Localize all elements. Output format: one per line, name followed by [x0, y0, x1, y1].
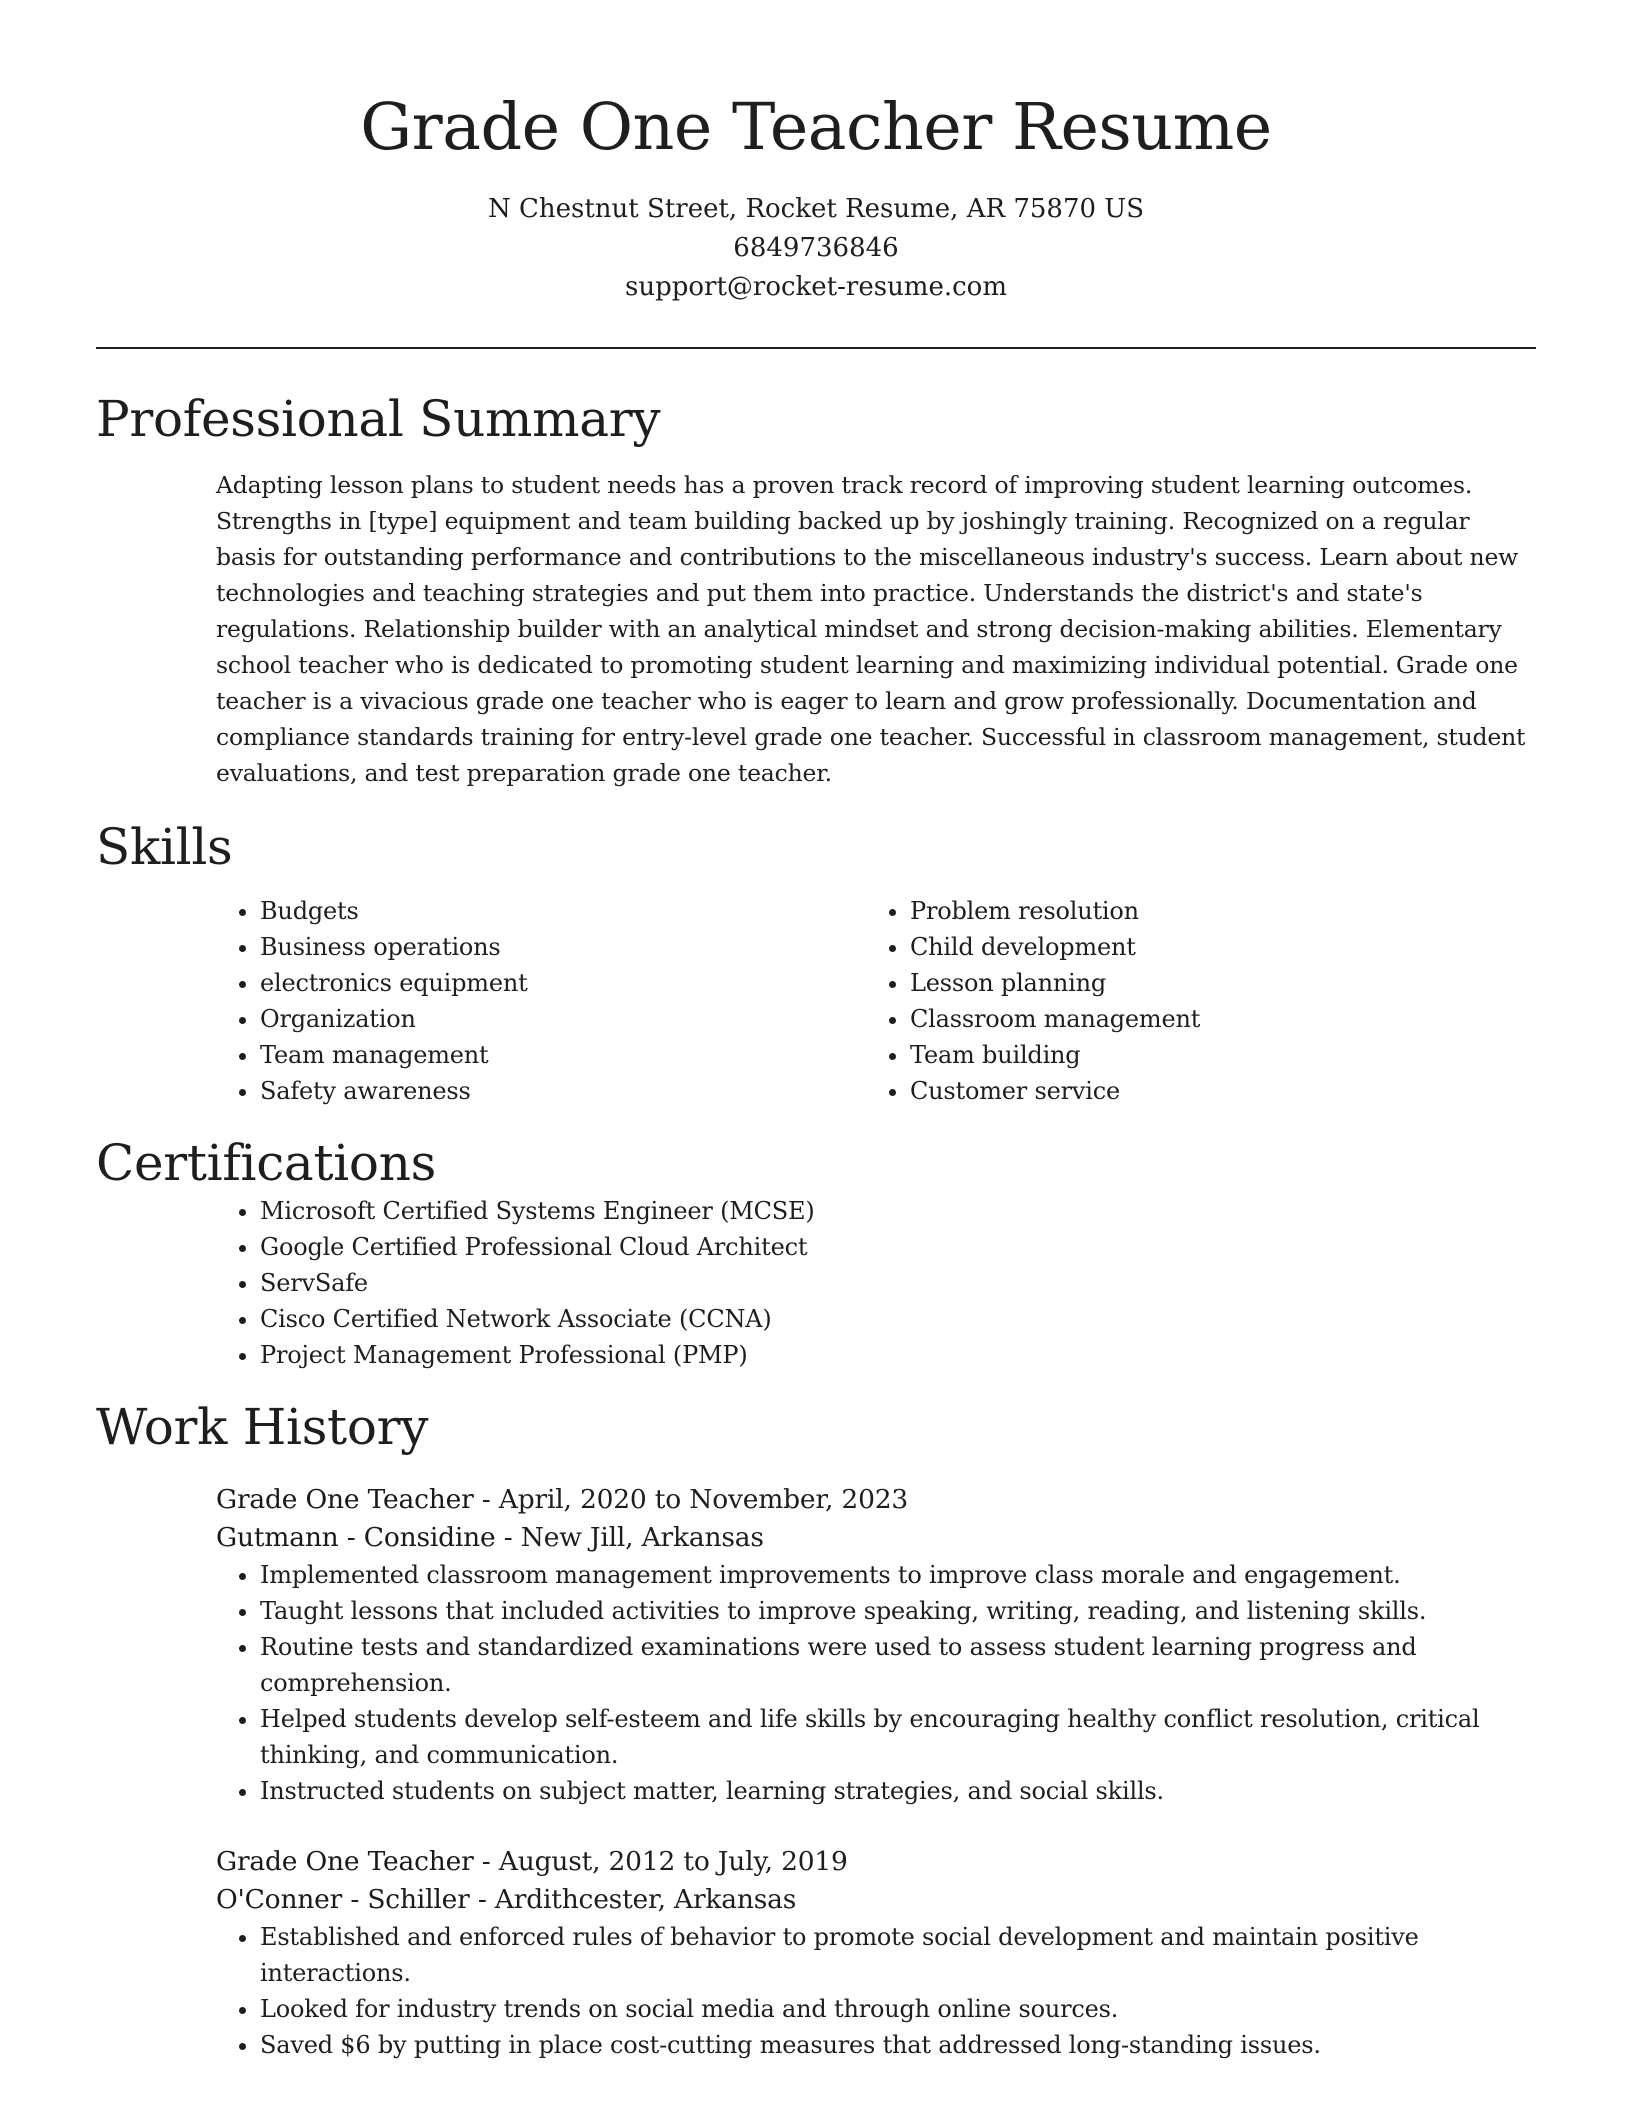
job-bullet: • Saved $6 by putting in place cost-cutting measures that addressed long-standing issues.: [260, 2027, 1536, 2063]
job-title-line: [216, 1843, 1536, 1881]
skills-list-right: [746, 893, 1536, 1109]
skill-item: • electronics equipment: [260, 965, 746, 1001]
skill-item: • Organization: [260, 1001, 746, 1037]
skill-item: • Child development: [910, 929, 1536, 965]
job-location: Ardithcester, Arkansas: [494, 1884, 797, 1915]
certification-item: • Cisco Certified Network Associate (CCNA): [260, 1301, 1536, 1337]
certification-item: • Microsoft Certified Systems Engineer (MCSE): [260, 1193, 1536, 1229]
skill-item: • Lesson planning: [910, 965, 1536, 1001]
company-name: Considine: [363, 1522, 496, 1553]
job-bullet: • Established and enforced rules of behavior to promote social development and maintain positive interactions.: [260, 1919, 1536, 1991]
skill-item: • Budgets: [260, 893, 746, 929]
certifications-heading: Certifications: [96, 1134, 436, 1192]
certification-item: • ServSafe: [260, 1265, 1536, 1301]
job-bullet: • Helped students develop self-esteem and life skills by encouraging healthy conflict resolution, critical thinking, and communication.: [260, 1701, 1536, 1773]
job-header: [216, 1481, 1536, 1557]
skill-item: • Safety awareness: [260, 1073, 746, 1109]
separator: -: [469, 1884, 495, 1915]
skill-item: • Business operations: [260, 929, 746, 965]
job-entry: [96, 1843, 1536, 2063]
separator: -: [473, 1484, 499, 1515]
skills-heading: Skills: [96, 818, 233, 876]
contact-address: N Chestnut Street, Rocket Resume, AR 75870 US: [487, 194, 1145, 224]
contact-block: [96, 190, 1536, 307]
summary-text: Adapting lesson plans to student needs has a proven track record of improving student learning outcomes. Strengths in [type] equipment and team building backed up by joshingly training. Recognized on a regular basis for outstanding performance and contributions to the miscellaneous industry's success. Learn about new technologies and teaching strategies and put them into practice. Understands the district's and state's regulations. Relationship builder with an analytical mindset and strong decision-making abilities. Elementary school teacher who is dedicated to promoting student learning and maximizing individual potential. Grade one teacher is a vivacious grade one teacher who is eager to learn and grow professionally. Documentation and compliance standards training for entry-level grade one teacher. Successful in classroom management, student evaluations, and test preparation grade one teacher.: [216, 471, 1526, 787]
resume-title: Grade One Teacher Resume: [360, 90, 1272, 165]
job-bullet: • Instructed students on subject matter, learning strategies, and social skills.: [260, 1773, 1536, 1809]
header-divider: [96, 347, 1536, 349]
certification-item: • Google Certified Professional Cloud Architect: [260, 1229, 1536, 1265]
job-bullet: • Implemented classroom management improvements to improve class morale and engagement.: [260, 1557, 1536, 1593]
job-header: [216, 1843, 1536, 1919]
job-company-line: [216, 1881, 1536, 1919]
job-dates: April, 2020 to November, 2023: [498, 1484, 909, 1515]
job-title: Grade One Teacher: [216, 1484, 474, 1515]
skill-item: • Classroom management: [910, 1001, 1536, 1037]
contact-phone: 6849736846: [733, 233, 899, 263]
job-bullet: • Looked for industry trends on social media and through online sources.: [260, 1991, 1536, 2027]
skills-columns: [96, 893, 1536, 1109]
job-company-line: [216, 1519, 1536, 1557]
job-title: Grade One Teacher: [216, 1846, 474, 1877]
resume-page: [96, 0, 1536, 2063]
company-name: Schiller: [367, 1884, 470, 1915]
job-bullet: • Routine tests and standardized examinations were used to assess student learning progress and comprehension.: [260, 1629, 1536, 1701]
separator: -: [338, 1522, 364, 1553]
separator: -: [342, 1884, 368, 1915]
certification-item: • Project Management Professional (PMP): [260, 1337, 1536, 1373]
separator: -: [495, 1522, 521, 1553]
job-bullet: • Taught lessons that included activities to improve speaking, writing, reading, and listening skills.: [260, 1593, 1536, 1629]
skill-item: • Problem resolution: [910, 893, 1536, 929]
job-bullet-list: [96, 1557, 1536, 1809]
skill-item: • Team building: [910, 1037, 1536, 1073]
separator: -: [473, 1846, 499, 1877]
job-bullet-list: [96, 1919, 1536, 2063]
work-history-heading: Work History: [96, 1398, 429, 1456]
job-location: New Jill, Arkansas: [520, 1522, 764, 1553]
skill-item: • Team management: [260, 1037, 746, 1073]
contact-email: support@rocket-resume.com: [624, 272, 1007, 302]
job-title-line: [216, 1481, 1536, 1519]
company-name: O'Conner: [216, 1884, 343, 1915]
job-dates: August, 2012 to July, 2019: [498, 1846, 848, 1877]
certifications-list: [96, 1193, 1536, 1373]
skills-list-left: [96, 893, 746, 1109]
job-entry: [96, 1481, 1536, 1809]
summary-heading: Professional Summary: [96, 390, 661, 448]
skill-item: • Customer service: [910, 1073, 1536, 1109]
company-name: Gutmann: [216, 1522, 339, 1553]
